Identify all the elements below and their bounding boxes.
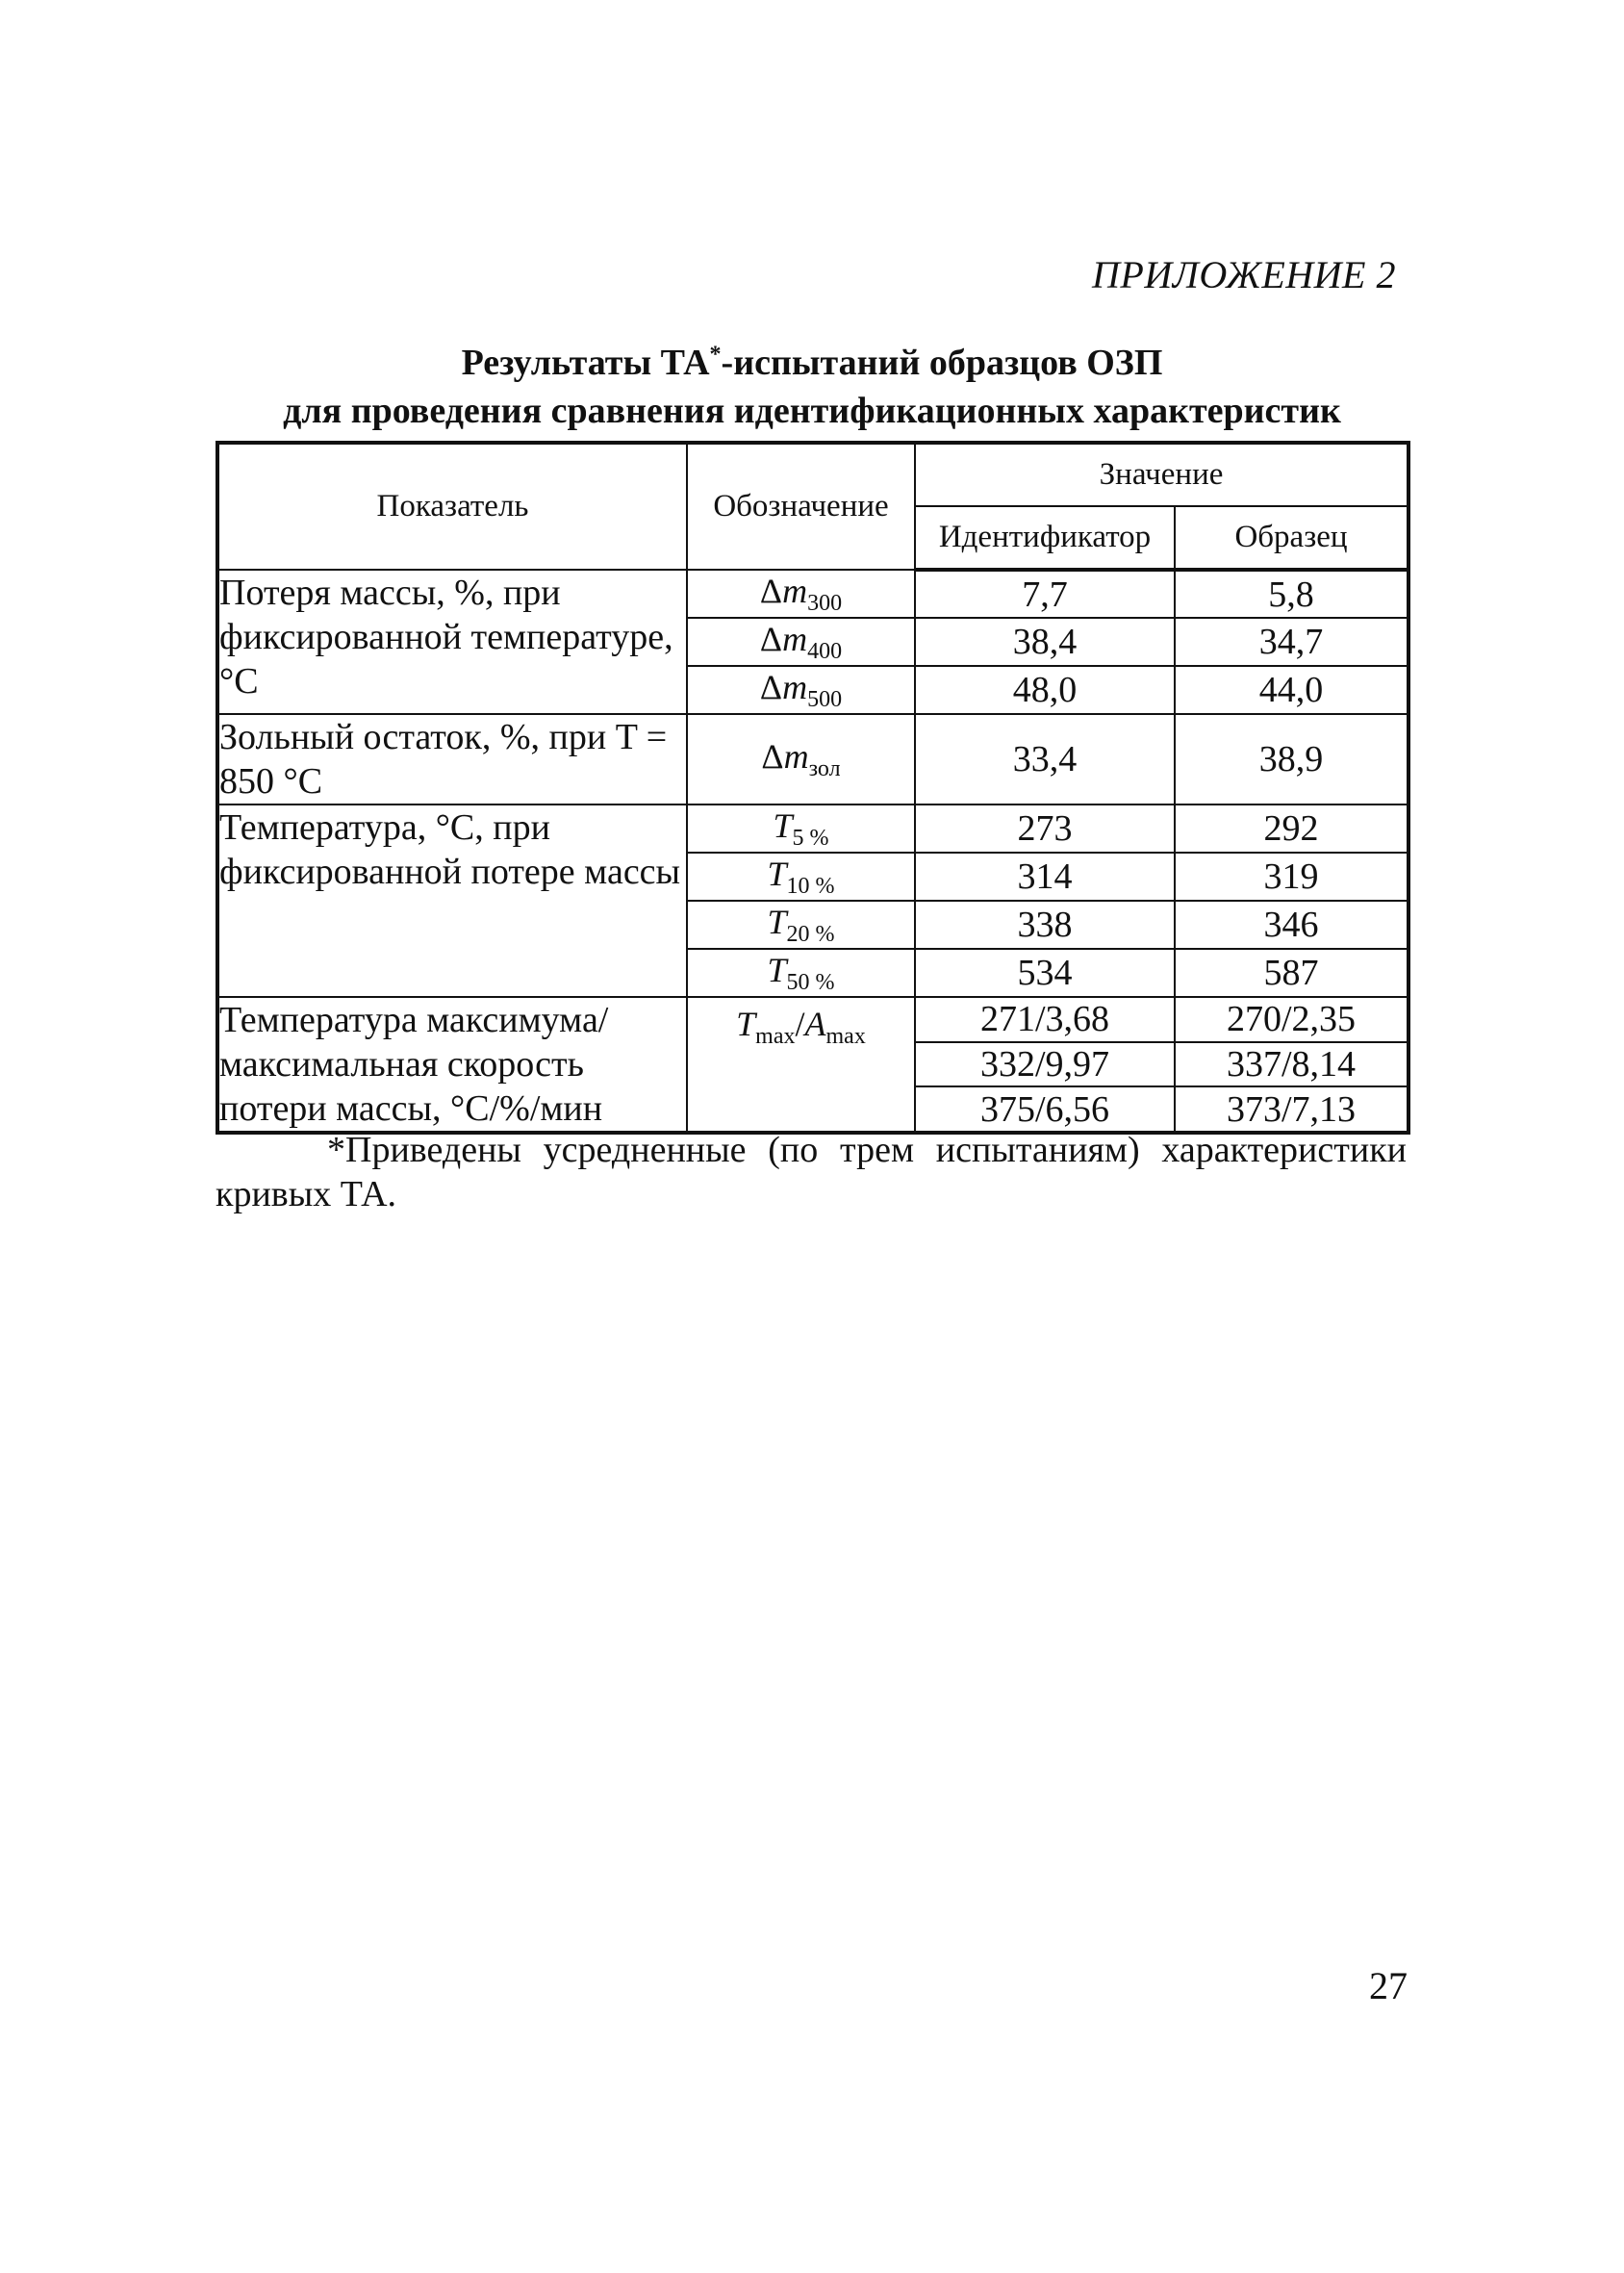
- sample-value: 373/7,13: [1175, 1086, 1408, 1133]
- identifier-value: 48,0: [915, 666, 1175, 714]
- symbol-cell: $T_{max}/A_{max}$: [687, 997, 915, 1133]
- sample-value: 346: [1175, 901, 1408, 949]
- page-number: 27: [1369, 1964, 1408, 2007]
- indicator-temperature: Температура, °С, при фиксированной потере массы: [217, 804, 687, 997]
- identifier-value: 273: [915, 804, 1175, 853]
- header-identifier: Идентификатор: [915, 506, 1175, 570]
- identifier-value: 534: [915, 949, 1175, 997]
- header-value: Значение: [915, 443, 1408, 506]
- symbol-cell: $\Delta m_{300}$: [687, 570, 915, 618]
- symbol-cell: $T_{50 \%}$: [687, 949, 915, 997]
- symbol-cell: $T_{5 \%}$: [687, 804, 915, 853]
- indicator-mass-loss: Потеря массы, %, при фиксированной температуре, °С: [217, 570, 687, 714]
- header-designation: Обозначение: [687, 443, 915, 570]
- sample-value: 270/2,35: [1175, 997, 1408, 1042]
- identifier-value: 375/6,56: [915, 1086, 1175, 1133]
- symbol-cell: $\Delta m_{400}$: [687, 618, 915, 666]
- identifier-value: 271/3,68: [915, 997, 1175, 1042]
- sample-value: 38,9: [1175, 714, 1408, 804]
- title-part-1: Результаты ТА: [461, 343, 710, 383]
- identifier-value: 338: [915, 901, 1175, 949]
- identifier-value: 7,7: [915, 570, 1175, 618]
- table-title-line2: для проведения сравнения идентификационных характеристик: [283, 391, 1341, 431]
- sample-value: 587: [1175, 949, 1408, 997]
- symbol-cell: $\Delta m_{500}$: [687, 666, 915, 714]
- symbol-cell: $T_{20 \%}$: [687, 901, 915, 949]
- sample-value: 44,0: [1175, 666, 1408, 714]
- sample-value: 34,7: [1175, 618, 1408, 666]
- table-row: [217, 804, 1408, 853]
- symbol-cell: $T_{10 \%}$: [687, 853, 915, 901]
- symbol-cell: $\Delta m_{зол}$: [687, 714, 915, 804]
- results-table: [216, 441, 1410, 1135]
- sample-value: 292: [1175, 804, 1408, 853]
- table-row: [217, 714, 1408, 804]
- table-row: [217, 570, 1408, 618]
- identifier-value: 314: [915, 853, 1175, 901]
- table-title-line1: [144, 339, 1480, 387]
- header-sample: Образец: [1175, 506, 1408, 570]
- sample-value: 337/8,14: [1175, 1042, 1408, 1087]
- header-indicator: Показатель: [217, 443, 687, 570]
- table-row: [217, 997, 1408, 1042]
- title-part-2: -испытаний образцов ОЗП: [721, 343, 1163, 383]
- footnote: *Приведены усредненные (по трем испытаниям) характеристики кривых ТА.: [216, 1130, 1407, 1214]
- sample-value: 5,8: [1175, 570, 1408, 618]
- indicator-ash-residue: Зольный остаток, %, при T = 850 °С: [217, 714, 687, 804]
- sample-value: 319: [1175, 853, 1408, 901]
- indicator-max-temperature: Температура максимума/ максимальная скорость потери массы, °С/%/мин: [217, 997, 687, 1133]
- identifier-value: 332/9,97: [915, 1042, 1175, 1087]
- identifier-value: 33,4: [915, 714, 1175, 804]
- appendix-label: ПРИЛОЖЕНИЕ 2: [1092, 253, 1396, 296]
- identifier-value: 38,4: [915, 618, 1175, 666]
- title-footnote-mark: *: [709, 342, 722, 368]
